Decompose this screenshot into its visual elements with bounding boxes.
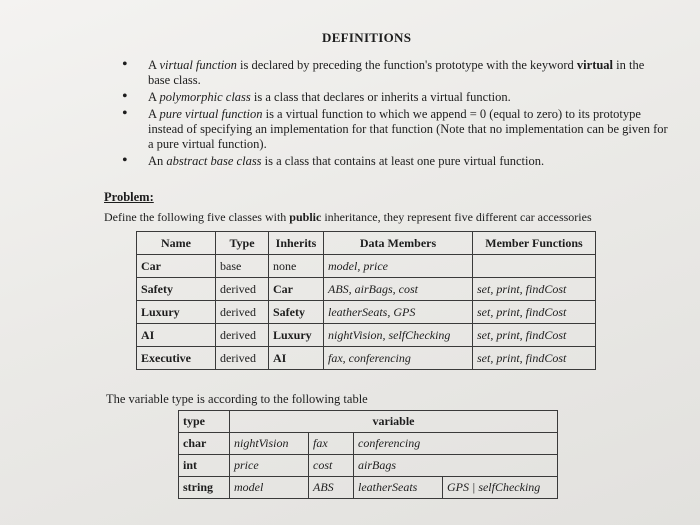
class-name: Car: [137, 255, 216, 278]
type-name: char: [179, 433, 230, 455]
definitions-list: [112, 58, 668, 171]
table-header-row: [137, 232, 596, 255]
table-row: [179, 477, 558, 499]
class-inherits: Car: [269, 278, 324, 301]
variable-table-intro: The variable type is according to the following table: [106, 392, 368, 406]
class-member-functions: set, print, findCost: [473, 347, 596, 370]
class-type: derived: [216, 301, 269, 324]
column-header: variable: [230, 411, 558, 433]
variable-name: leatherSeats: [354, 477, 443, 499]
definition-term: virtual function: [159, 58, 237, 72]
table-row: [137, 347, 596, 370]
column-header: type: [179, 411, 230, 433]
variable-name: fax: [309, 433, 354, 455]
variable-type-table: [178, 410, 558, 499]
definition-item: • A virtual function is declared by preceding the function's prototype with the keyword virtual in the base class.: [148, 58, 668, 88]
class-name: Safety: [137, 278, 216, 301]
table-row: [179, 455, 558, 477]
variable-name: nightVision: [230, 433, 309, 455]
variable-name: cost: [309, 455, 354, 477]
class-name: Executive: [137, 347, 216, 370]
class-member-functions: set, print, findCost: [473, 278, 596, 301]
variable-name: price: [230, 455, 309, 477]
table-row: [137, 255, 596, 278]
definition-term: polymorphic class: [159, 90, 251, 104]
definition-item: • A pure virtual function is a virtual function to which we append = 0 (equal to zero) to its prototype instead of specifying an implementation for that function (Note that no implementation can be given for a pure virtual function).: [148, 107, 668, 152]
column-header: Data Members: [324, 232, 473, 255]
class-member-functions: [473, 255, 596, 278]
class-type: derived: [216, 347, 269, 370]
definition-item: • A polymorphic class is a class that declares or inherits a virtual function.: [148, 90, 668, 105]
table-row: [137, 324, 596, 347]
variable-name: airBags: [354, 455, 558, 477]
table-row: [179, 433, 558, 455]
class-name: Luxury: [137, 301, 216, 324]
class-data-members: model, price: [324, 255, 473, 278]
type-name: string: [179, 477, 230, 499]
problem-heading: Problem:: [104, 190, 154, 204]
problem-text: Define the following five classes with public inheritance, they represent five different car accessories: [104, 210, 592, 224]
class-type: derived: [216, 278, 269, 301]
table-header-row: [179, 411, 558, 433]
classes-table: [136, 231, 596, 370]
class-type: base: [216, 255, 269, 278]
table-row: [137, 301, 596, 324]
keyword: virtual: [576, 58, 614, 72]
type-name: int: [179, 455, 230, 477]
class-inherits: none: [269, 255, 324, 278]
class-name: AI: [137, 324, 216, 347]
class-inherits: Luxury: [269, 324, 324, 347]
class-data-members: nightVision, selfChecking: [324, 324, 473, 347]
column-header: Type: [216, 232, 269, 255]
class-member-functions: set, print, findCost: [473, 301, 596, 324]
class-inherits: AI: [269, 347, 324, 370]
variable-name: model: [230, 477, 309, 499]
definition-term: pure virtual function: [159, 107, 263, 121]
definition-item: • An abstract base class is a class that contains at least one pure virtual function.: [148, 154, 668, 169]
variable-name: ABS: [309, 477, 354, 499]
variable-name: conferencing: [354, 433, 558, 455]
class-inherits: Safety: [269, 301, 324, 324]
class-member-functions: set, print, findCost: [473, 324, 596, 347]
definition-term: abstract base class: [166, 154, 262, 168]
class-data-members: fax, conferencing: [324, 347, 473, 370]
class-data-members: ABS, airBags, cost: [324, 278, 473, 301]
column-header: Name: [137, 232, 216, 255]
column-header: Member Functions: [473, 232, 596, 255]
variable-name: GPS | selfChecking: [443, 477, 558, 499]
page-title: DEFINITIONS: [322, 30, 412, 45]
column-header: Inherits: [269, 232, 324, 255]
table-row: [137, 278, 596, 301]
class-type: derived: [216, 324, 269, 347]
keyword: public: [289, 210, 322, 224]
class-data-members: leatherSeats, GPS: [324, 301, 473, 324]
